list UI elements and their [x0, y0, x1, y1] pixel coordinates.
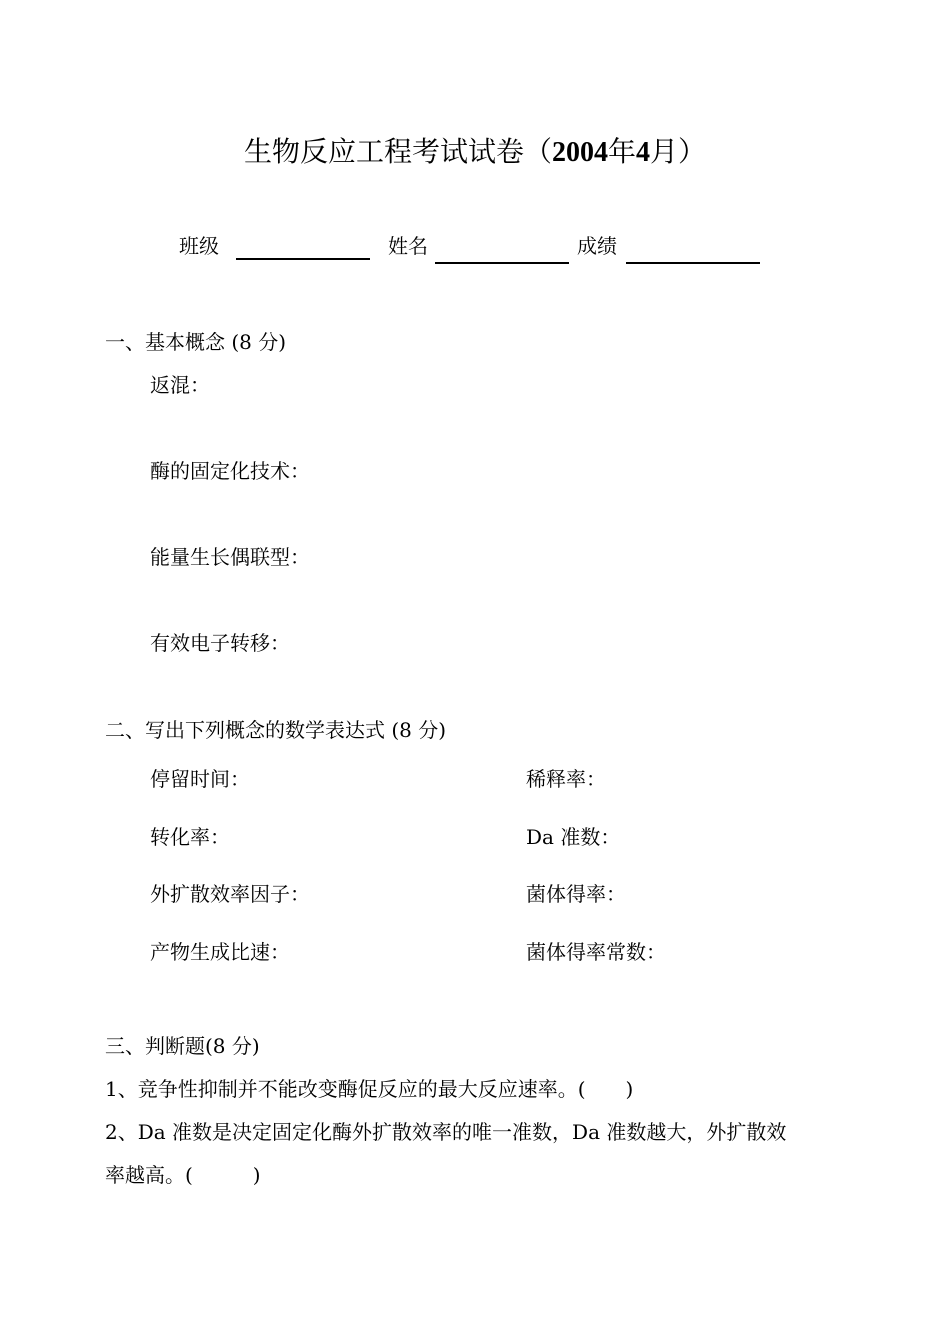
expr-product-formation-rate: 产物生成比速： [150, 940, 290, 964]
expr-cell-yield: 菌体得率： [526, 882, 626, 906]
section3-heading: 三、判断题(8 分) [105, 1034, 260, 1058]
score-blank[interactable] [626, 262, 760, 264]
concept-enzyme-immobilization: 酶的固定化技术： [150, 459, 310, 483]
title-prefix: 生物反应工程考试试卷（ [243, 135, 552, 168]
class-label: 班级 [179, 234, 219, 258]
name-label: 姓名 [388, 234, 428, 258]
concept-backmixing: 返混： [150, 373, 210, 397]
expr-external-diffusion-factor: 外扩散效率因子： [150, 882, 310, 906]
class-blank[interactable] [236, 258, 370, 260]
expr-da-number: Da 准数： [526, 825, 621, 849]
section1-heading: 一、基本概念 (8 分) [105, 330, 287, 354]
name-blank[interactable] [435, 262, 569, 264]
title-suffix: 月） [650, 135, 707, 168]
title-year: 2004 [551, 137, 608, 168]
title-month: 4 [636, 137, 650, 168]
question-2-line2: 率越高。( ) [105, 1163, 261, 1187]
concept-growth-coupled: 能量生长偶联型： [150, 545, 310, 569]
title-year-unit: 年 [607, 135, 636, 168]
concept-electron-transfer: 有效电子转移： [150, 631, 290, 655]
page-title [0, 135, 950, 168]
expr-cell-yield-constant: 菌体得率常数： [526, 940, 666, 964]
expr-residence-time: 停留时间： [150, 767, 250, 791]
expr-conversion: 转化率： [150, 825, 230, 849]
question-2-line1: 2、Da 准数是决定固定化酶外扩散效率的唯一准数，Da 准数越大，外扩散效 [105, 1120, 787, 1144]
question-1: 1、竞争性抑制并不能改变酶促反应的最大反应速率。( ) [105, 1077, 634, 1101]
section2-heading: 二、写出下列概念的数学表达式 (8 分) [105, 718, 447, 742]
expr-dilution-rate: 稀释率： [526, 767, 606, 791]
score-label: 成绩 [577, 234, 617, 258]
